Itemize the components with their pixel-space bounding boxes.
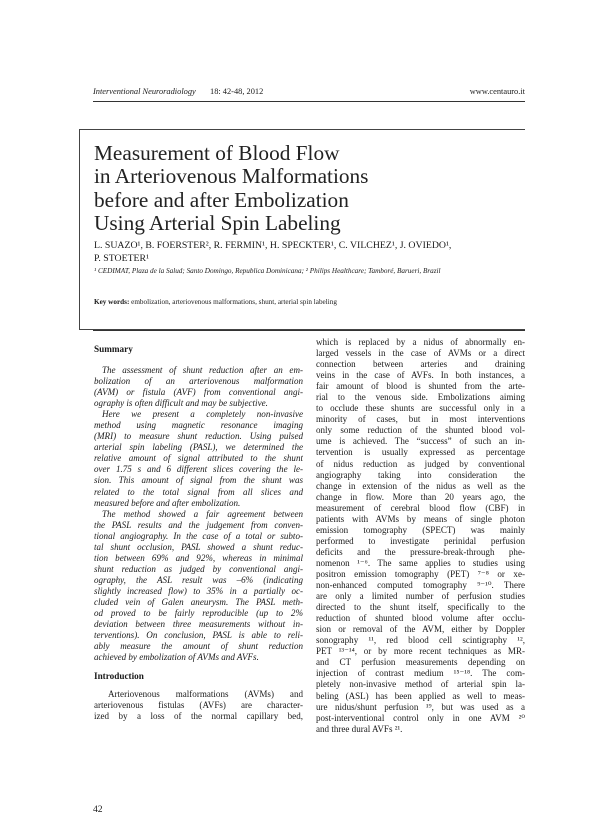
journal-volume: 18: 42-48, 2012 [210, 87, 264, 96]
right-column-text [316, 337, 525, 735]
text-line: tional angiography. In the case of a total or subto- [94, 530, 303, 541]
text-line: arterial spin labeling (PASL), we determined the [94, 442, 303, 453]
text-line: ure nidus/shunt perfusion ¹⁹, but was used as a [316, 701, 525, 712]
text-line: performed to investigate perinidal perfusion [316, 535, 525, 546]
text-line: measured before and after embolization. [94, 497, 241, 508]
text-line: rial to the venous side. Embolizations aiming [316, 392, 525, 403]
text-line: method using magnetic resonance imaging [94, 420, 303, 431]
text-line: arteriovenous fistulas (AVFs) are character- [94, 700, 303, 711]
text-line: beling (ASL) has been applied as well to meas- [316, 690, 525, 701]
text-line: angiography taking into consideration the [316, 469, 525, 480]
text-line: related to the total signal from all slices and [94, 486, 303, 497]
text-line: positron emission tomography (PET) ⁷⁻⁸ or xe- [316, 568, 525, 579]
authors-line: P. STOETER¹ [94, 252, 150, 264]
text-line: ized by a loss of the normal capillary bed, [94, 711, 303, 722]
text-line: patients with AVMs by means of single photon [316, 513, 525, 524]
title-box-bottom-rule [93, 330, 525, 331]
text-line: ography, the ASL result was –6% (indicating [94, 574, 303, 585]
journal-name: Interventional Neuroradiology [93, 87, 196, 96]
text-line: non-enhanced computed tomography ⁹⁻¹⁰. There [316, 580, 525, 591]
title-line: in Arteriovenous Malformations [94, 164, 369, 189]
introduction-text [94, 689, 303, 722]
text-line: are only a limited number of perfusion studies [316, 591, 525, 602]
text-line: (MRI) to measure shunt reduction. Using pulsed [94, 431, 303, 442]
running-head [93, 87, 525, 99]
summary-text [94, 365, 303, 663]
text-line: measurement of cerebral blood flow (CBF) in [316, 502, 525, 513]
text-line: injection of contrast medium ¹⁵⁻¹⁸. The com- [316, 668, 525, 679]
text-line: change in flow. More than 20 years ago, the [316, 491, 525, 502]
text-line: nomenon ¹⁻⁶. The same applies to studies using [316, 557, 525, 568]
text-line: tervention is usually expressed as percentage [316, 447, 525, 458]
title-line: before and after Embolization [94, 187, 349, 212]
text-line: od proved to be fairly reproducible (up to 2% [94, 608, 303, 619]
text-line: emission tomography (SPECT) was mainly [316, 524, 525, 535]
text-line: sonography ¹¹, red blood cell scintigraphy ¹², [316, 635, 525, 646]
introduction-heading: Introduction [94, 671, 144, 681]
text-line: slightly increased flow) to 35% in a partially oc- [94, 585, 303, 596]
keywords-text: embolization, arteriovenous malformations, shunt, arterial spin labeling [129, 298, 337, 306]
text-line: directed to the shunt itself, specifically to the [316, 602, 525, 613]
text-line: fair amount of blood is shunted from the arte- [316, 381, 525, 392]
text-line: deviation between three measurements without in- [94, 619, 303, 630]
text-line: ably measure the amount of shunt reduction [94, 641, 303, 652]
text-line: sion or removal of the AVM, either by Doppler [316, 624, 525, 635]
article-title [94, 142, 514, 236]
text-line: (AVM) or fistula (AVF) from conventional angi- [94, 387, 303, 398]
text-line: and three dural AVFs ²¹. [316, 723, 403, 734]
text-line: The assessment of shunt reduction after an em- [102, 365, 303, 375]
text-line: Here we present a completely non-invasive [102, 409, 303, 420]
text-line: achieved by embolization of AVMs and AVFs. [94, 652, 259, 663]
text-line: only some reduction of the shunted blood vol- [316, 425, 525, 436]
text-line: cluded vein of Galen aneurysm. The PASL meth- [94, 596, 303, 607]
text-line: the PASL results and the judgement from conven- [94, 519, 303, 530]
text-line: veins in the case of AVFs. In both instances, a [316, 370, 525, 381]
author-list [94, 240, 514, 265]
text-line: larged vessels in the case of AVMs or a direct [316, 348, 525, 359]
keywords-label: Key words: [94, 298, 130, 306]
text-line: minority of cases, but in most interventions [316, 414, 525, 425]
keywords [94, 298, 514, 306]
title-line: Using Arterial Spin Labeling [94, 211, 341, 236]
text-line: shunt reduction as judged by conventional angi- [94, 563, 303, 574]
text-line: pletely non-invasive method of arterial spin la- [316, 679, 525, 690]
text-line: sion. This amount of signal from the shunt was [94, 475, 303, 486]
text-line: ography is often difficult and may be subjective. [94, 398, 268, 409]
text-line: over 1.75 s and 6 different slices covering the le- [94, 464, 303, 475]
journal-url[interactable]: www.centauro.it [469, 87, 525, 96]
page-number: 42 [93, 804, 103, 815]
title-line: Measurement of Blood Flow [94, 141, 340, 165]
text-line: The method showed a fair agreement between [102, 508, 303, 519]
text-line: reduction of shunted blood volume after occlu- [316, 613, 525, 624]
text-line: to occlude these shunts are successful only in a [316, 403, 525, 414]
text-line: connection between arteries and draining [316, 359, 525, 370]
text-line: tal shunt occlusion, PASL showed a shunt reduc- [94, 541, 303, 552]
text-line: ume is achieved. The “success” of such an in- [316, 436, 525, 447]
text-line: tion between 69% and 92%, whereas in minimal [94, 552, 303, 563]
text-line: post-interventional control only in one AVM ²⁰ [316, 712, 525, 723]
authors-line: L. SUAZO¹, B. FOERSTER², R. FERMIN¹, H. SPECKTER¹, C. VILCHEZ¹, J. OVIEDO¹, [94, 240, 452, 251]
text-line: which is replaced by a nidus of abnormally en- [316, 337, 525, 347]
summary-heading: Summary [94, 344, 133, 354]
text-line: change in extension of the nidus as well as the [316, 480, 525, 491]
header-rule [93, 101, 525, 102]
text-line: relative amount of signal attributed to the shunt [94, 453, 303, 464]
text-line: deficits and the pressure-break-through phe- [316, 546, 525, 557]
text-line: Arteriovenous malformations (AVMs) and [108, 689, 303, 699]
text-line: PET ¹³⁻¹⁴, or by more recent techniques as MR- [316, 646, 525, 657]
text-line: bolization of an arteriovenous malformation [94, 376, 303, 387]
text-line: and CT perfusion measurements depending on [316, 657, 525, 668]
text-line: of nidus reduction as judged by conventional [316, 458, 525, 469]
text-line: terventions). On conclusion, PASL is able to reli- [94, 630, 303, 641]
affiliations: ¹ CEDIMAT, Plaza de la Salud; Santo Domingo, Republica Dominicana; ² Philips Healthcare; Tamboré, Barueri, Brazil [94, 267, 441, 275]
